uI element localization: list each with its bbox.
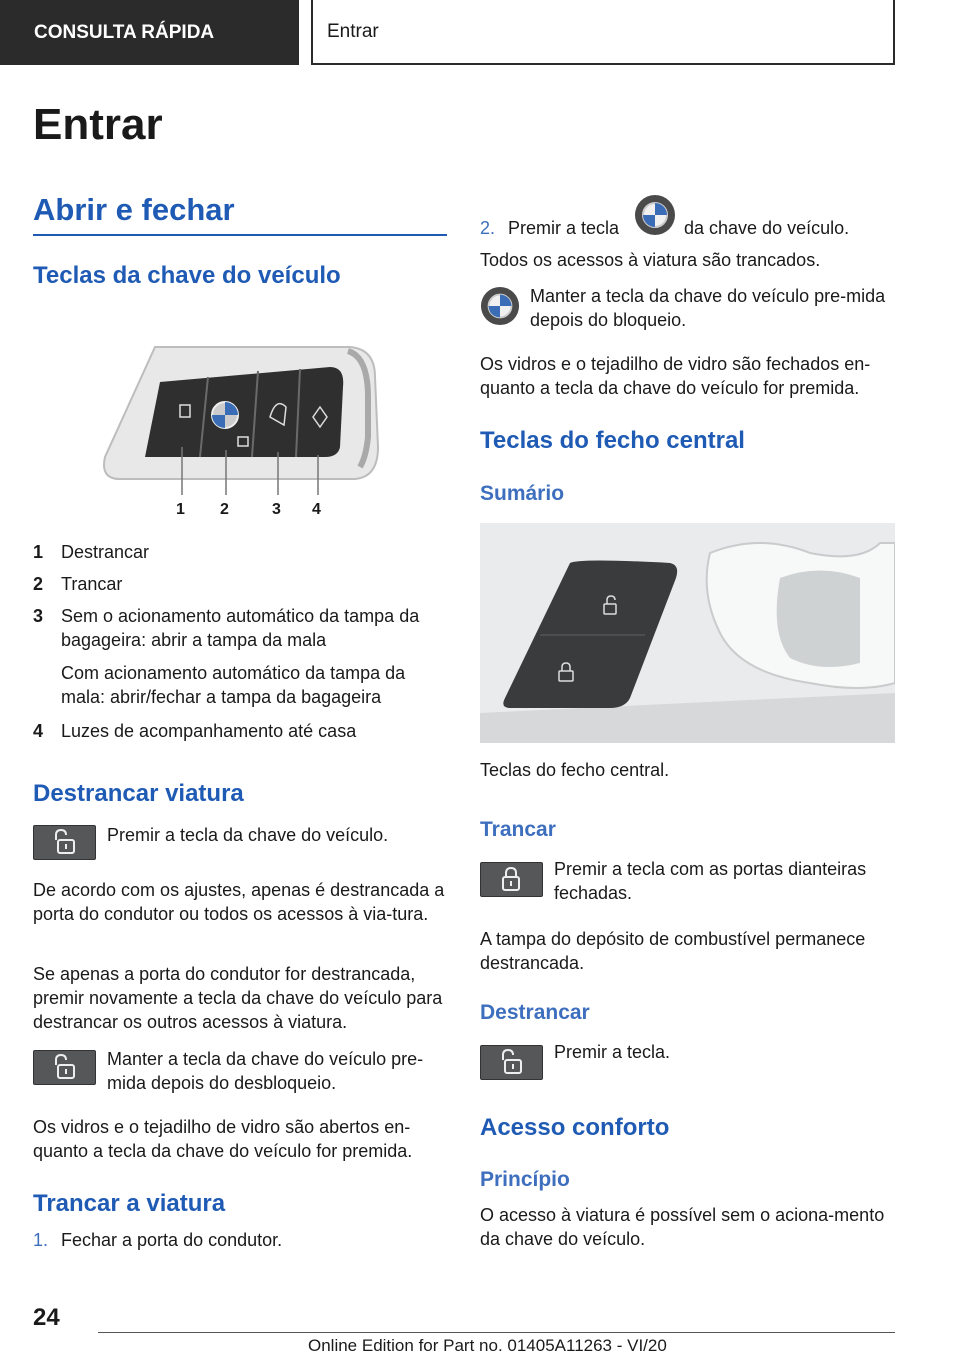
unlock-text: Premir a tecla.: [554, 1042, 671, 1062]
heading-principle: Princípio: [480, 1168, 570, 1191]
key-fob-figure: [100, 337, 385, 517]
bmw-key-icon: [480, 286, 520, 326]
list-item: 3 Sem o acionamento automático da tampa da bagageira: abrir a tampa da mala: [33, 606, 420, 650]
header-section: CONSULTA RÁPIDA: [0, 0, 299, 65]
list-item: 2 Trancar: [33, 574, 123, 594]
list-item: 4 Luzes de acompanhamento até casa: [33, 721, 357, 741]
heading-summary: Sumário: [480, 482, 565, 505]
header-chapter: Entrar: [311, 0, 895, 65]
figure-label-4: 4: [312, 501, 321, 517]
paragraph: De acordo com os ajustes, apenas é destrancada a porta do condutor ou todos os acessos à via-tura.: [33, 880, 445, 924]
step-item: 1. Fechar a porta do condutor.: [33, 1230, 283, 1250]
figure-label-1: 1: [176, 501, 185, 517]
list-item: 1 Destrancar: [33, 542, 150, 562]
heading-unlock: Destrancar: [480, 1001, 590, 1024]
heading-unlock-vehicle: Destrancar viatura: [33, 780, 244, 807]
heading-comfort-access: Acesso conforto: [480, 1114, 670, 1141]
paragraph: Todos os acessos à viatura são trancados.: [480, 250, 821, 270]
paragraph: Se apenas a porta do condutor for destrancada, premir novamente a tecla da chave do veículo para destrancar os outros acessos à viatura.: [33, 964, 443, 1032]
bmw-key-icon: [634, 194, 676, 236]
step-item: 2. Premir a tecla da chave do veículo.: [480, 218, 850, 238]
heading-lock: Trancar: [480, 818, 556, 841]
paragraph: Os vidros e o tejadilho de vidro são fechados en-quanto a tecla da chave do veículo for premida.: [480, 354, 871, 398]
figure-caption: Teclas do fecho central.: [480, 760, 670, 780]
lock-icon: [480, 862, 543, 897]
section-heading-open-close: Abrir e fechar: [33, 192, 447, 236]
central-locking-figure: [480, 523, 895, 743]
unlock-icon: [480, 1045, 543, 1080]
heading-lock-vehicle: Trancar a viatura: [33, 1190, 226, 1217]
lock-text: Premir a tecla com as portas dianteiras fechadas.: [554, 859, 867, 903]
page-number: 24: [33, 1304, 60, 1331]
page-title: Entrar: [33, 100, 163, 149]
unlock-hold-text: Manter a tecla da chave do veículo pre-mida depois do desbloqueio.: [107, 1049, 424, 1093]
footer-edition: Online Edition for Part no. 01405A11263 - VI/20: [308, 1336, 667, 1355]
figure-label-3: 3: [272, 501, 281, 517]
figure-label-2: 2: [220, 501, 229, 517]
unlock-icon: [33, 825, 96, 860]
list-item-subtext: Com acionamento automático da tampa da mala: abrir/fechar a tampa da bagageira: [61, 663, 406, 707]
unlock-icon-text: Premir a tecla da chave do veículo.: [107, 825, 389, 845]
paragraph: Os vidros e o tejadilho de vidro são abertos en-quanto a tecla da chave do veículo for premida.: [33, 1117, 413, 1161]
paragraph: A tampa do depósito de combustível permanece destrancada.: [480, 929, 866, 973]
hold-lock-text: Manter a tecla da chave do veículo pre-mida depois do bloqueio.: [530, 286, 886, 330]
heading-central-locking: Teclas do fecho central: [480, 427, 745, 454]
heading-key-buttons: Teclas da chave do veículo: [33, 262, 341, 289]
paragraph: O acesso à viatura é possível sem o aciona-mento da chave do veículo.: [480, 1205, 885, 1249]
footer-divider: [98, 1332, 895, 1333]
unlock-icon: [33, 1050, 96, 1085]
